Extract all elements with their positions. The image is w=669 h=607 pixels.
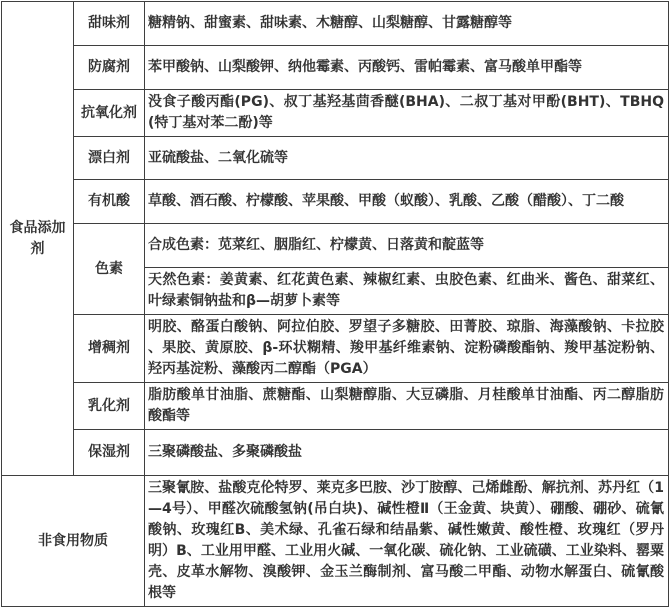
category-sweeteners: 甜味剂 xyxy=(74,2,145,46)
category-bleaching-agents: 漂白剂 xyxy=(74,137,145,180)
category-humectants: 保湿剂 xyxy=(74,430,145,476)
section-label-non-edible-substances: 非食用物质 xyxy=(2,476,145,607)
section-label-food-additives: 食品添加剂 xyxy=(2,2,74,476)
table-row xyxy=(2,315,669,383)
category-antioxidants: 抗氧化剂 xyxy=(74,90,145,137)
items-sweeteners: 糖精钠、甜蜜素、甜味素、木糖醇、山梨糖醇、甘露糖醇等 xyxy=(145,2,669,46)
items-synthetic-pigments: 合成色素：苋菜红、胭脂红、柠檬黄、日落黄和靛蓝等 xyxy=(145,224,669,268)
table-row xyxy=(2,90,669,137)
table-row xyxy=(2,2,669,46)
items-natural-pigments: 天然色素：姜黄素、红花黄色素、辣椒红素、虫胶色素、红曲米、酱色、甜菜红、叶绿素铜钠盐和β—胡萝卜素等 xyxy=(145,268,669,315)
category-thickeners: 增稠剂 xyxy=(74,315,145,383)
table-row xyxy=(2,180,669,224)
table-row xyxy=(2,137,669,180)
items-non-edible-substances: 三聚氰胺、盐酸克伦特罗、莱克多巴胺、沙丁胺醇、己烯雌酚、解抗剂、苏丹红（1—4号）、甲醛次硫酸氢钠(吊白块)、碱性橙Ⅱ（王金黄、块黄）、硼酸、硼砂、硫氰酸钠、玫瑰红B、美术绿、孔雀石绿和结晶紫、碱性嫩黄、酸性橙、玫瑰红（罗丹明）B、工业用甲醛、工业用火碱、一氧化碳、硫化钠、工业硫磺、工业染料、罂粟壳、皮革水解物、溴酸钾、金玉兰酶制剂、富马酸二甲酯、动物水解蛋白、硫氰酸根等 xyxy=(145,476,669,607)
category-preservatives: 防腐剂 xyxy=(74,46,145,90)
items-emulsifiers: 脂肪酸单甘油脂、蔗糖酯、山梨糖醇脂、大豆磷脂、月桂酸单甘油酯、丙二醇脂肪酸酯等 xyxy=(145,383,669,430)
table-row xyxy=(2,46,669,90)
items-preservatives: 苯甲酸钠、山梨酸钾、纳他霉素、丙酸钙、雷帕霉素、富马酸单甲酯等 xyxy=(145,46,669,90)
category-organic-acids: 有机酸 xyxy=(74,180,145,224)
table-row xyxy=(2,224,669,268)
table-row xyxy=(2,476,669,607)
items-bleaching-agents: 亚硫酸盐、二氧化硫等 xyxy=(145,137,669,180)
category-emulsifiers: 乳化剂 xyxy=(74,383,145,430)
table-row xyxy=(2,430,669,476)
items-thickeners: 明胶、酪蛋白酸钠、阿拉伯胶、罗望子多糖胶、田菁胶、琼脂、海藻酸钠、卡拉胶 、果胶、黄原胶、β-环状糊精、羧甲基纤维素钠、淀粉磷酸酯钠、羧甲基淀粉钠、羟丙基淀粉、藻酸丙二醇酯（PGA） xyxy=(145,315,669,383)
items-antioxidants: 没食子酸丙酯(PG)、叔丁基羟基茴香醚(BHA)、二叔丁基对甲酚(BHT)、TBHQ(特丁基对苯二酚)等 xyxy=(145,90,669,137)
category-pigments: 色素 xyxy=(74,224,145,315)
additives-reference-table xyxy=(1,1,669,607)
items-organic-acids: 草酸、酒石酸、柠檬酸、苹果酸、甲酸（蚁酸）、乳酸、乙酸（醋酸）、丁二酸 xyxy=(145,180,669,224)
table-row xyxy=(2,383,669,430)
items-humectants: 三聚磷酸盐、多聚磷酸盐 xyxy=(145,430,669,476)
